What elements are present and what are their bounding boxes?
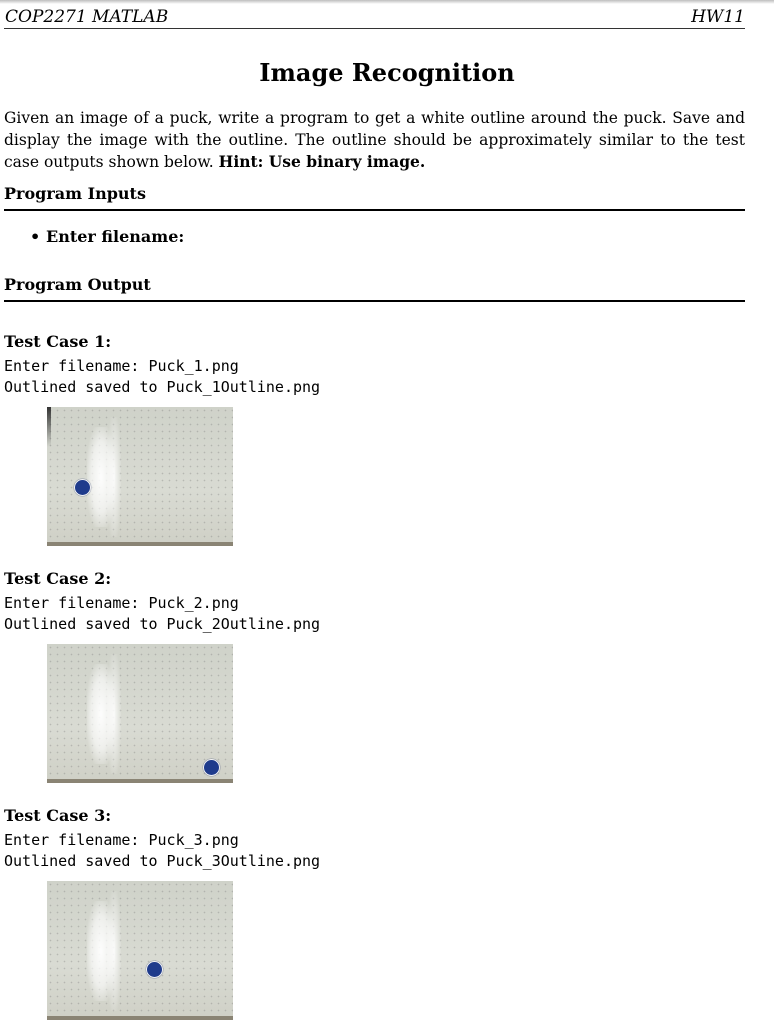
test-case-line: Outlined saved to Puck_3Outline.png: [4, 852, 321, 870]
page-header: [4, 6, 745, 29]
section-program-output: Program Output: [4, 275, 745, 302]
test-case-line: Enter filename: Puck_3.png: [4, 831, 239, 849]
test-case-title: Test Case 2:: [4, 569, 112, 588]
test-case-line: Enter filename: Puck_2.png: [4, 594, 239, 612]
homework-number: HW11: [691, 7, 745, 27]
intro-text: Given an image of a puck, write a program to get a white outline around the puck. Save and display the image with the outline. The outline should be approximately similar to the test case outputs shown below.: [4, 109, 745, 171]
puck-image-1: [47, 407, 233, 546]
puck-marker: [146, 961, 163, 978]
puck-image-2: [47, 644, 233, 783]
top-shadow: [0, 0, 774, 4]
page-title: Image Recognition: [259, 58, 515, 87]
puck-image-3: [47, 881, 233, 1020]
test-case-title: Test Case 3:: [4, 806, 112, 825]
bullet-icon: •: [30, 227, 41, 246]
section-program-inputs: Program Inputs: [4, 184, 745, 211]
test-case-line: Outlined saved to Puck_1Outline.png: [4, 378, 321, 396]
puck-marker: [74, 479, 91, 496]
test-case-title: Test Case 1:: [4, 332, 112, 351]
test-case-line: Outlined saved to Puck_2Outline.png: [4, 615, 321, 633]
inputs-list: [30, 227, 184, 246]
puck-marker: [203, 759, 220, 776]
intro-paragraph: [4, 108, 745, 174]
input-item: Enter filename:: [46, 227, 185, 246]
intro-hint: Hint: Use binary image.: [218, 152, 426, 171]
test-case-line: Enter filename: Puck_1.png: [4, 357, 239, 375]
course-name: COP2271 MATLAB: [5, 7, 169, 27]
